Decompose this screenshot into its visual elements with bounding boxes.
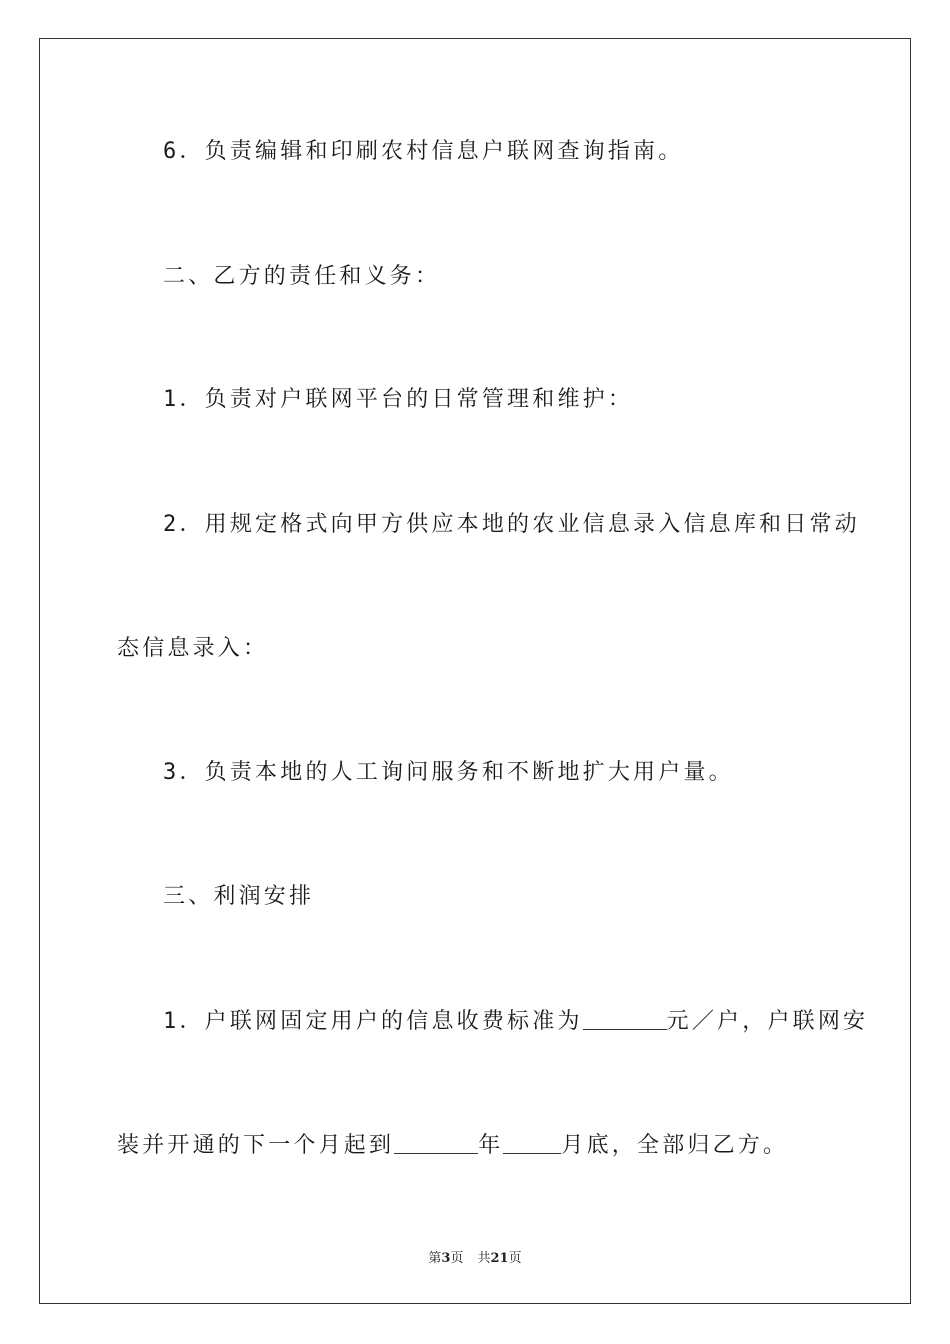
line-text: 1．户联网固定用户的信息收费标准为	[163, 1009, 583, 1034]
section-heading: 二、乙方的责任和义务：	[163, 264, 441, 289]
line-text: 元／户，户联网安	[666, 1009, 869, 1034]
line-text: 年	[478, 1133, 504, 1158]
paragraph-line: 态信息录入：	[117, 636, 269, 661]
footer-page-suffix: 页	[450, 1251, 464, 1266]
paragraph-line	[117, 1131, 788, 1161]
fill-blank	[394, 1133, 478, 1154]
footer-total-suffix: 页	[508, 1251, 522, 1266]
page-border	[39, 38, 911, 1304]
paragraph-line: 6．负责编辑和印刷农村信息户联网查询指南。	[163, 139, 684, 164]
line-text: 装并开通的下一个月起到	[117, 1133, 395, 1158]
line-text: 月底，全部归乙方。	[561, 1133, 789, 1158]
footer-total-prefix: 共	[477, 1251, 491, 1266]
paragraph-line: 1．负责对户联网平台的日常管理和维护：	[163, 387, 634, 412]
footer-page-number: 3	[441, 1251, 451, 1266]
paragraph-line	[163, 1007, 868, 1037]
fill-blank	[583, 1009, 667, 1030]
footer-page-prefix: 第	[428, 1251, 442, 1266]
section-heading: 三、利润安排	[163, 884, 315, 909]
fill-blank	[503, 1133, 561, 1154]
page-footer	[0, 1247, 950, 1266]
paragraph-line: 3．负责本地的人工询问服务和不断地扩大用户量。	[163, 760, 734, 785]
paragraph-line: 2．用规定格式向甲方供应本地的农业信息录入信息库和日常动	[163, 512, 860, 537]
footer-total-number: 21	[490, 1251, 509, 1266]
